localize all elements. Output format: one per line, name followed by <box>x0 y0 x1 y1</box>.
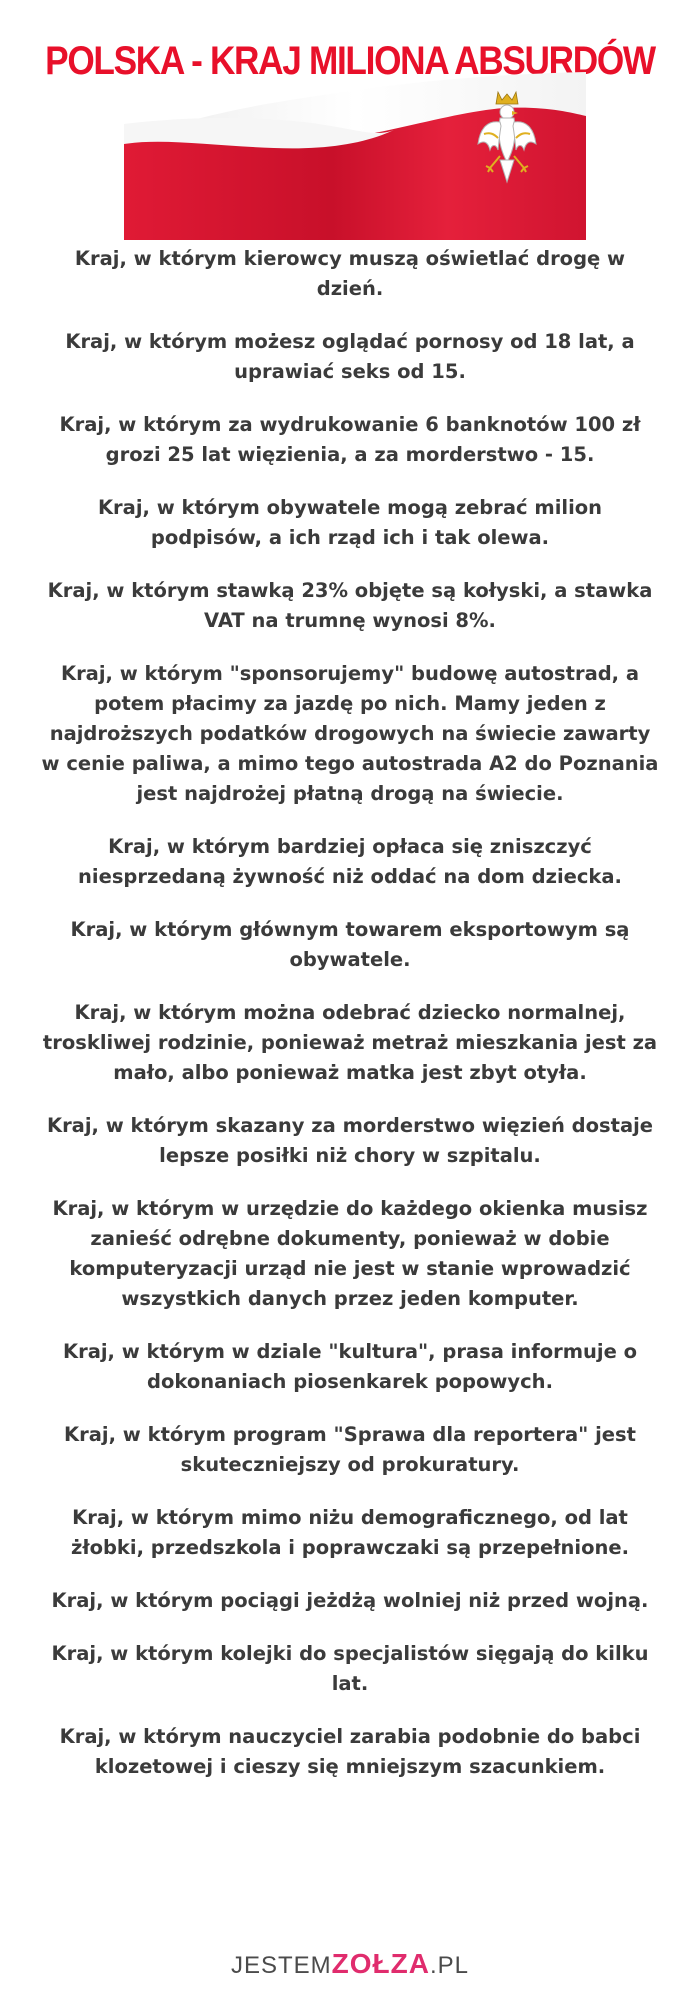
list-item: Kraj, w którym program "Sprawa dla reportera" jest skuteczniejszy od prokuratury. <box>64 1423 636 1476</box>
watermark-suffix: .PL <box>429 1952 470 1979</box>
list-item: Kraj, w którym w dziale "kultura", prasa informuje o dokonaniach piosenkarek popowych. <box>62 1340 638 1393</box>
list-item: Kraj, w którym "sponsorujemy" budowę autostrad, a potem płacimy za jazdę po nich. Mamy jeden z najdroższych podatków drogowych na świecie zawarty w cenie paliwa, a mimo tego autostrada A2 do Poznania jest najdrożej płatną drogą na świecie. <box>41 662 659 805</box>
page-title: POLSKA - KRAJ MILIONA ABSURDÓW <box>45 38 655 83</box>
list-item: Kraj, w którym stawką 23% objęte są kołyski, a stawka VAT na trumnę wynosi 8%. <box>47 579 653 632</box>
list-item: Kraj, w którym głównym towarem eksportowym są obywatele. <box>70 918 630 971</box>
list-item: Kraj, w którym skazany za morderstwo więzień dostaje lepsze posiłki niż chory w szpitalu. <box>46 1114 654 1167</box>
waving-flag-image <box>124 72 586 240</box>
absurd-list <box>40 244 660 1782</box>
list-item: Kraj, w którym można odebrać dziecko normalnej, troskliwej rodzinie, ponieważ metraż mieszkania jest za mało, albo ponieważ matka jest zbyt otyła. <box>42 1001 658 1084</box>
list-item: Kraj, w którym w urzędzie do każdego okienka musisz zanieść odrębne dokumenty, ponieważ w dobie komputeryzacji urząd nie jest w stanie wprowadzić wszystkich danych przez jeden komputer. <box>52 1197 648 1310</box>
list-item: Kraj, w którym możesz oglądać pornosy od 18 lat, a uprawiać seks od 15. <box>65 330 635 383</box>
list-item: Kraj, w którym pociągi jeżdżą wolniej niż przed wojną. <box>51 1589 649 1612</box>
site-watermark <box>0 1944 700 1984</box>
list-item: Kraj, w którym za wydrukowanie 6 banknotów 100 zł grozi 25 lat więzienia, a za morderstwo - 15. <box>59 413 641 466</box>
list-item: Kraj, w którym mimo niżu demograficznego, od lat żłobki, przedszkola i poprawczaki są przepełnione. <box>70 1506 630 1559</box>
list-item: Kraj, w którym kolejki do specjalistów sięgają do kilku lat. <box>51 1642 649 1695</box>
list-item: Kraj, w którym bardziej opłaca się zniszczyć niesprzedaną żywność niż oddać na dom dziecka. <box>78 835 622 888</box>
list-item: Kraj, w którym nauczyciel zarabia podobnie do babci klozetowej i cieszy się mniejszym szacunkiem. <box>59 1725 641 1778</box>
list-item: Kraj, w którym kierowcy muszą oświetlać drogę w dzień. <box>74 247 626 300</box>
list-item: Kraj, w którym obywatele mogą zebrać milion podpisów, a ich rząd ich i tak olewa. <box>97 496 603 549</box>
watermark-prefix: JESTEM <box>230 1952 332 1979</box>
watermark-middle: ZOŁZA <box>331 1948 430 1979</box>
polish-flag-graphic <box>124 72 586 240</box>
